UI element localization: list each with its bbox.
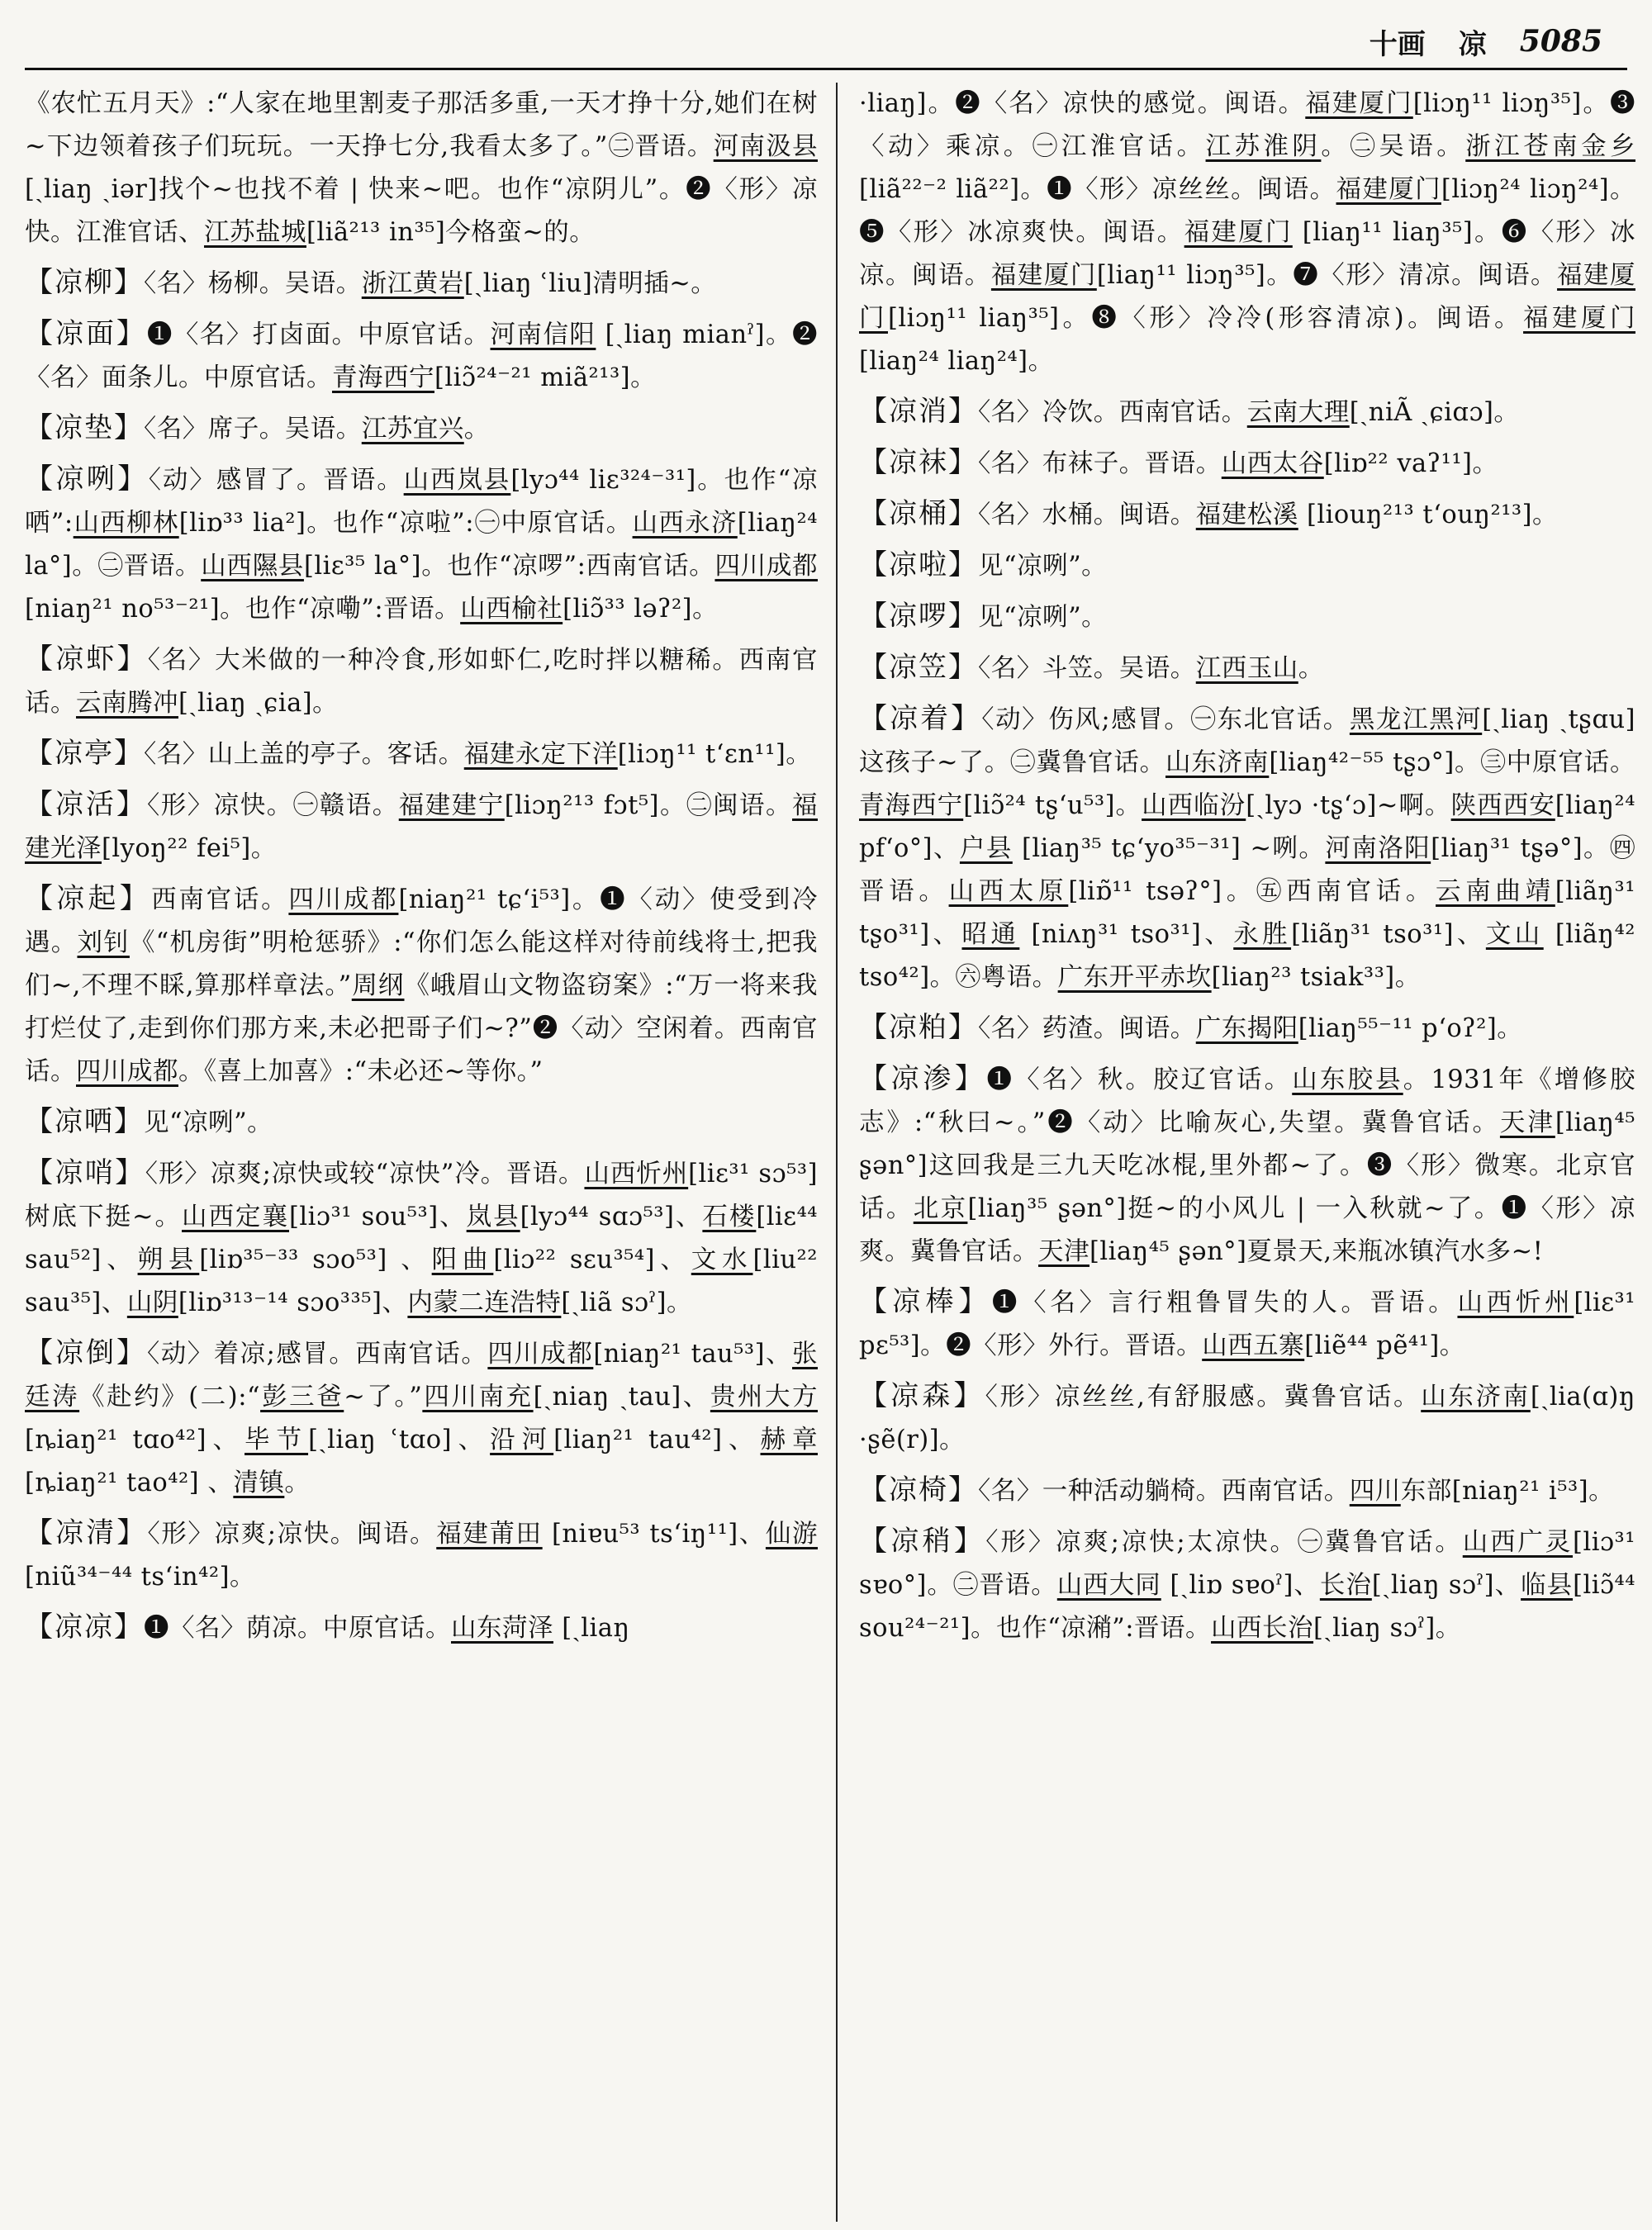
place-name: 陕西西安 [1450,791,1555,820]
place-name: 福建建宁 [398,791,505,820]
place-name: 张廷涛 [25,1340,818,1412]
entry-text: [liaŋ³¹ tʂə°]。㊃晋语。 [859,834,1635,906]
place-name: 江苏盐城 [204,218,306,247]
dictionary-entry [25,732,818,776]
entry-text: 〈名〉一种活动躺椅。西南官话。 [978,1477,1350,1506]
place-name: 天津 [1499,1108,1555,1137]
place-name: 福建厦门 [1336,175,1441,204]
place-name: 山西长治 [1211,1614,1314,1643]
entry-text: [liaŋ²¹ tau⁴²]、 [553,1426,761,1454]
dictionary-entry [25,877,818,1094]
place-name: 云南腾冲 [76,689,178,718]
entry-text: [ˏliaŋ sɔˀ]、 [1371,1571,1521,1600]
entry-text: 〈形〉凉爽;凉快;太凉快。㊀冀鲁官话。 [985,1528,1463,1557]
entry-headword: 【凉椅】 [859,1473,978,1506]
entry-headword: 【凉起】 [25,882,152,915]
dictionary-entry [25,1511,818,1599]
place-name: 山东济南 [1421,1383,1531,1412]
entry-text: 〈名〉席子。吴语。 [144,415,362,444]
entry-text: 〈名〉杨柳。吴语。 [144,269,362,298]
place-name: 阳曲 [431,1245,494,1274]
entry-text: [ˏlia(ɑ)ŋ ·ʂẽ(r)]。 [859,1383,1635,1454]
entry-headword: 【凉哨】 [25,1156,145,1189]
place-name: 四川成都 [76,1057,178,1086]
entry-text: [liɒ³¹³⁻¹⁴ sɔo³³⁵]、 [178,1288,408,1317]
entry-headword: 【凉虾】 [25,643,148,676]
entry-text: [liã²²⁻² liã²²]。❶〈形〉凉丝丝。闽语。 [859,175,1336,204]
place-name: 福建永定下洋 [463,740,618,769]
entry-text: [liɛ³⁵ la°]。也作“凉啰”:西南官话。 [303,552,715,581]
dictionary-entry [859,390,1635,434]
place-name: 贵州大方 [710,1383,818,1412]
dictionary-entry [25,83,818,254]
entry-text: [ˏliaŋ ˏiər]找个~也找不着 | 快来~吧。也作“凉阴儿”。❷〈形〉凉快。江淮官话、 [25,175,818,247]
place-name: 周纲 [351,971,405,1000]
dictionary-entry [859,492,1635,537]
entry-text: [liɛ³¹ pɛ⁵³]。❷〈形〉外行。晋语。 [859,1288,1635,1360]
entry-text: ~了。” [344,1383,423,1412]
place-name: 山西大同 [1056,1571,1161,1600]
place-name: 江苏淮阴 [1205,132,1322,161]
place-name: 福建厦门 [1184,218,1293,247]
place-name: 山西定襄 [182,1203,290,1231]
place-name: 江西玉山 [1195,654,1298,683]
place-name: 内蒙二连浩特 [407,1288,562,1317]
place-name: 河南汲县 [713,132,818,161]
section-label: 十画 [1369,27,1426,61]
place-name: 文水 [691,1245,753,1274]
entry-text: 〈形〉凉快。㊀赣语。 [147,791,399,820]
place-name: 清镇 [233,1468,285,1497]
entry-text: 〈名〉山上盖的亭子。客话。 [144,740,464,769]
entry-headword: 【凉粕】 [859,1011,978,1044]
entry-text: 〈名〉布袜子。晋语。 [978,449,1222,478]
entry-text: [ˏliɒ sɐoˀ]、 [1161,1571,1320,1600]
entry-text: 〈名〉大米做的一种冷食,形如虾仁,吃时拌以糖稀。西南官话。 [25,646,818,718]
entry-text: 。 [463,415,490,444]
entry-text: 。㊁吴语。 [1321,132,1466,161]
entry-headword: 【凉活】 [25,788,147,821]
entry-text: [liɔŋ¹¹ liɔŋ³⁵]。❸〈动〉乘凉。㊀江淮官话。 [859,89,1635,161]
entry-text: 见“凉咧”。 [144,1108,273,1137]
page-header [1370,17,1602,66]
place-name: 广东揭阳 [1195,1014,1298,1043]
entry-text: [liɔŋ²⁴ liɔŋ²⁴]。❺〈形〉冰凉爽快。闽语。 [859,175,1635,247]
place-name: 文山 [1485,920,1544,949]
place-name: 永胜 [1233,920,1292,949]
place-name: 四川成都 [487,1340,594,1369]
place-name: 天津 [1038,1237,1089,1266]
entry-headword: 【凉袜】 [859,446,978,479]
entry-text: [niʌŋ³¹ tso³¹]、 [1019,920,1234,949]
entry-text: [liu²² sau³⁵]、 [25,1245,818,1317]
entry-text: 。《喜上加喜》:“未必还~等你。” [178,1057,544,1086]
dictionary-entry [859,595,1635,639]
entry-text: [liãŋ⁴² tso⁴²]。㊅粤语。 [859,920,1635,992]
entry-text: [liẽ⁴⁴ pẽ⁴¹]。 [1304,1331,1465,1360]
entry-text: [ˏniÃ ˏɕiɑɔ]。 [1349,398,1520,427]
entry-text: [ˏliaŋ ˏɕia]。 [178,689,339,718]
entry-text: 。 [1298,654,1324,683]
entry-headword: 【凉倒】 [25,1336,147,1369]
place-name: 山东胶县 [1292,1065,1403,1094]
entry-text: [ˏliã sɔˀ]。 [561,1288,693,1317]
place-name: 福建厦门 [1523,304,1635,333]
entry-text: [liãŋ³¹ tso³¹]、 [1291,920,1486,949]
place-name: 户县 [959,834,1013,863]
place-name: 岚县 [466,1203,520,1231]
entry-text: 《农忙五月天》:“人家在地里割麦子那活多重,一天才挣十分,她们在树~下边领着孩子们玩玩。一天挣七分,我看太多了。”㊁晋语。 [25,89,818,161]
entry-headword: 【凉稍】 [859,1525,986,1558]
column-divider [836,83,838,2222]
place-name: 黑龙江黑河 [1349,705,1483,734]
place-name: 山阴 [126,1288,178,1317]
place-name: 浙江黄岩 [361,269,464,298]
dictionary-entry [25,783,818,871]
entry-text: [liaŋ¹¹ liaŋ³⁵]。❻〈形〉冰凉。闽语。 [859,218,1635,290]
entry-text: [liɒ³³ lia²]。也作“凉啦”:㊀中原官话。 [178,509,633,538]
entry-text: [liaŋ²⁴ pfʻo°]、 [859,791,1635,863]
place-name: 北京 [913,1194,968,1223]
entry-text: [liɔ̃³³ ləʔ²]。 [563,595,719,624]
entry-text: [liɔŋ¹¹ tʻɛn¹¹]。 [617,740,812,769]
entry-text: [niũ³⁴⁻⁴⁴ tsʻin⁴²]。 [25,1563,255,1592]
entry-text: 〈形〉凉丝丝,有舒服感。冀鲁官话。 [985,1383,1422,1412]
place-name: 山西岚县 [403,466,511,495]
entry-headword: 【凉桶】 [859,497,978,530]
entry-text: ❶〈名〉言行粗鲁冒失的人。晋语。 [991,1288,1458,1317]
entry-text: 〈动〉感冒了。晋语。 [148,466,404,495]
dictionary-entry [25,638,818,725]
entry-text: [liaŋ²³ tsiak³³]。 [1211,963,1421,992]
entry-headword: 【凉渗】 [859,1062,987,1095]
place-name: 四川成都 [714,552,818,581]
entry-text: [niaŋ²¹ tau⁵³]、 [593,1340,793,1369]
place-name: 云南大理 [1246,398,1350,427]
entry-text: ❶〈名〉秋。胶辽官话。 [986,1065,1293,1094]
entry-text: 见“凉咧”。 [978,552,1108,581]
entry-text: [lyɔ⁴⁴ liɛ³²⁴⁻³¹]。也作“凉哂”: [25,466,818,538]
place-name: 昭通 [961,920,1020,949]
place-name: 长治 [1319,1571,1372,1600]
entry-text: [liaŋ⁴²⁻⁵⁵ tʂɔ°]。㊂中原官话。 [1269,748,1635,777]
entry-text: ❶〈名〉打卤面。中原官话。 [146,320,491,349]
entry-text: [liɔ³¹ sɐo°]。㊁晋语。 [859,1528,1635,1600]
entry-text: 〈名〉冷饮。西南官话。 [978,398,1247,427]
dictionary-entry [25,1606,818,1650]
entry-text: [liɛ⁴⁴ sau⁵²]、 [25,1203,818,1274]
dictionary-entry [25,1100,818,1145]
dictionary-entry [859,1374,1635,1462]
entry-text: [liã²¹³ in³⁵]今格蛮~的。 [306,218,596,247]
place-name: 石楼 [702,1203,757,1231]
entry-text: [liɔ³¹ sou⁵³]、 [289,1203,467,1231]
entry-headword: 【凉着】 [859,702,982,735]
entry-headword: 【凉垫】 [25,411,144,444]
header-rule [25,68,1627,70]
dictionary-entry [25,1331,818,1505]
dictionary-entry [859,1006,1635,1051]
place-name: 福建光泽 [25,791,818,863]
place-name: 河南信阳 [490,320,596,349]
entry-text: 〈名〉斗笠。吴语。 [978,654,1196,683]
place-name: 山西忻州 [1457,1288,1574,1317]
entry-text: [ˏliaŋ ʿtɑo]、 [308,1426,491,1454]
dictionary-entry [25,261,818,306]
place-name: 四川 [1349,1477,1401,1506]
entry-text: [liaŋ³⁵ tɕʻyo³⁵⁻³¹] ~咧。 [1012,834,1326,863]
dictionary-entry [859,441,1635,486]
entry-text: [liaŋ⁵⁵⁻¹¹ pʻoʔ²]。 [1298,1014,1523,1043]
entry-headword: 【凉消】 [859,395,978,428]
place-name: 山西隰县 [201,552,304,581]
place-name: 福建厦门 [990,261,1097,290]
entry-text: ❶〈名〉荫凉。中原官话。 [144,1614,451,1643]
place-name: 四川成都 [288,885,399,914]
entry-text: [niɐu⁵³ tsʻiŋ¹¹]、 [542,1520,766,1549]
place-name: 山西柳林 [73,509,179,538]
place-name: 福建厦门 [1305,89,1413,118]
dictionary-entry [859,646,1635,690]
entry-text: [ˏniaŋ ˏtau]、 [533,1383,710,1412]
place-name: 山东济南 [1165,748,1270,777]
entry-text: [ˏlyɔ ·tʂʻɔ]~啊。 [1246,791,1451,820]
place-name: 朔县 [137,1245,200,1274]
place-name: 赫章 [760,1426,818,1454]
entry-headword: 【凉森】 [859,1379,985,1412]
entry-text: 。1931年《增修胶志》:“秋曰~。”❷〈动〉比喻灰心,失望。冀鲁官话。 [859,1065,1635,1137]
dictionary-entry [25,1151,818,1325]
entry-text: [liaŋ²⁴ la°]。㊁晋语。 [25,509,818,581]
entry-text: [liɔ̃⁴⁴ sou²⁴⁻²¹]。也作“凉潲”:晋语。 [859,1571,1635,1643]
entry-text: [liaŋ²⁴ liaŋ²⁴]。 [859,347,1054,376]
entry-text: [liɔ²² sɛu³⁵⁴]、 [493,1245,691,1274]
place-name: 山西临汾 [1142,791,1246,820]
entry-headword: 【凉凉】 [25,1611,144,1644]
place-name: 四川南充 [422,1383,534,1412]
entry-text: [liouŋ²¹³ tʻouŋ²¹³]。 [1298,501,1559,529]
entry-text: [liaŋ⁴⁵ ʂən°]夏景天,来瓶冰镇汽水多~! [1089,1237,1544,1266]
entry-text: [niaŋ²¹ tɕʻi⁵³]。❶〈动〉使受到冷遇。 [25,885,818,957]
place-name: 浙江苍南金乡 [1465,132,1635,161]
entry-text: [niaŋ²¹ no⁵³⁻²¹]。也作“凉嘞”:晋语。 [25,595,461,624]
place-name: 福建厦门 [859,261,1635,333]
entry-text: [liɔŋ²¹³ fɔt⁵]。㊁闽语。 [504,791,793,820]
place-name: 云南曲靖 [1436,877,1555,906]
entry-text: 。 [284,1468,311,1497]
place-name: 毕节 [244,1426,309,1454]
entry-text: [lyɔ⁴⁴ sɑɔ⁵³]、 [520,1203,703,1231]
entry-text: [liaŋ³⁵ ʂən°]挺~的小风儿 | 一入秋就~了。❶〈形〉凉爽。冀鲁官话。 [859,1194,1635,1266]
entry-text: [ȵiaŋ²¹ tɑo⁴²]、 [25,1426,245,1454]
entry-text: 《“机房街”明枪惩骄》:“你们怎么能这样对待前线将士,把我们~,不理不睬,算那样章法。” [25,928,818,1000]
entry-text: [liɒ²² vaʔ¹¹]。 [1323,449,1498,478]
entry-headword: 【凉柳】 [25,266,144,299]
place-name: 仙游 [765,1520,818,1549]
left-column [25,83,818,2213]
dictionary-entry [859,83,1635,383]
entry-text: [liɒ̃¹¹ tsəʔ°]。㊄西南官话。 [1068,877,1436,906]
entry-text: 见“凉咧”。 [978,603,1108,632]
entry-text: 《峨眉山文物盗窃案》:“万一将来我打烂仗了,走到你们那方来,未必把哥子们~?”❷〈动〉空闲着。西南官话。 [25,971,818,1086]
dictionary-entry [859,1520,1635,1650]
entry-headword: 【凉啰】 [859,600,978,633]
entry-headword: 【凉棒】 [859,1285,992,1318]
dictionary-entry [859,1468,1635,1513]
entry-text: 《赴约》(二):“ [79,1383,261,1412]
place-name: 山西太原 [948,877,1069,906]
right-column [859,83,1635,2213]
dictionary-entry [859,697,1635,999]
place-name: 山西忻州 [584,1160,689,1189]
entry-text: 〈形〉凉爽;凉快或较“凉快”冷。晋语。 [145,1160,585,1189]
place-name: 山西榆社 [460,595,563,624]
entry-text: ·liaŋ]。❷〈名〉凉快的感觉。闽语。 [859,89,1306,118]
entry-headword: 【凉哂】 [25,1105,144,1138]
entry-text: [ˏliaŋ mianˀ]。❷〈名〉面条儿。中原官话。 [25,320,818,392]
entry-text: 东部[niaŋ²¹ i⁵³]。 [1400,1477,1615,1506]
entry-text: 西南官话。 [151,885,289,914]
entry-text: [liɛ³¹ sɔ⁵³]树底下挺~。 [25,1160,818,1231]
entry-text: [ȵiaŋ²¹ tao⁴²] 、 [25,1468,234,1497]
entry-text: [liɒ³⁵⁻³³ sɔo⁵³] 、 [199,1245,432,1274]
head-character: 凉 [1458,27,1487,61]
place-name: 福建松溪 [1195,501,1298,529]
place-name: 山西太谷 [1221,449,1324,478]
entry-text: 〈名〉药渣。闽语。 [978,1014,1196,1043]
entry-text: 〈形〉凉爽;凉快。闽语。 [147,1520,437,1549]
place-name: 广东开平赤坎 [1057,963,1212,992]
entry-text: 〈名〉水桶。闽语。 [978,501,1196,529]
entry-text: [lyoŋ²² fei⁵]。 [102,834,277,863]
page-number: 5085 [1519,24,1602,59]
place-name: 刘钊 [77,928,130,957]
place-name: 彭三爸 [260,1383,344,1412]
dictionary-entry [859,1057,1635,1274]
place-name: 沿河 [490,1426,554,1454]
entry-headword: 【凉亭】 [25,737,144,770]
place-name: 山西永济 [632,509,738,538]
entry-text: [liɔ̃²⁴⁻²¹ miã²¹³]。 [434,363,657,392]
place-name: 青海西宁 [859,791,964,820]
place-name: 山东菏泽 [451,1614,553,1643]
place-name: 青海西宁 [332,363,434,392]
dictionary-entry [25,406,818,451]
dictionary-entry [859,1280,1635,1368]
dictionary-entry [859,543,1635,588]
entry-headword: 【凉笠】 [859,651,978,684]
entry-text: [liaŋ⁴⁵ ʂən°]这回我是三九天吃冰棍,里外都~了。❸〈形〉微寒。北京官话。 [859,1108,1635,1223]
place-name: 山西广灵 [1462,1528,1574,1557]
entry-headword: 【凉清】 [25,1516,148,1549]
place-name: 临县 [1521,1571,1574,1600]
place-name: 山西五寨 [1202,1331,1305,1360]
place-name: 江苏宜兴 [361,415,464,444]
entry-headword: 【凉咧】 [25,463,149,496]
entry-text: [liɔ̃²⁴ tʂʻu⁵³]。 [963,791,1142,820]
dictionary-entry [25,312,818,400]
entry-headword: 【凉啦】 [859,548,978,581]
dictionary-entry [25,458,818,631]
entry-text: [liɔŋ¹¹ liaŋ³⁵]。❽〈形〉冷冷(形容清凉)。闽语。 [888,304,1524,333]
entry-text: 〈动〉着凉;感冒。西南官话。 [146,1340,488,1369]
place-name: 福建莆田 [436,1520,543,1549]
entry-headword: 【凉面】 [25,317,147,350]
entry-text: 〈动〉伤风;感冒。㊀东北官话。 [981,705,1350,734]
place-name: 河南洛阳 [1325,834,1431,863]
entry-text: [ˏliaŋ ˏtʂɑu]这孩子~了。㊁冀鲁官话。 [859,705,1635,777]
entry-text: [liãŋ³¹ tʂo³¹]、 [859,877,1635,949]
entry-text: [ˏliaŋ [553,1614,630,1643]
entry-text: [ˏliaŋ sɔˀ]。 [1313,1614,1461,1643]
entry-text: [liaŋ¹¹ liɔŋ³⁵]。❼〈形〉清凉。闽语。 [1096,261,1558,290]
entry-text: [ˏliaŋ ʿliu]清明插~。 [463,269,717,298]
